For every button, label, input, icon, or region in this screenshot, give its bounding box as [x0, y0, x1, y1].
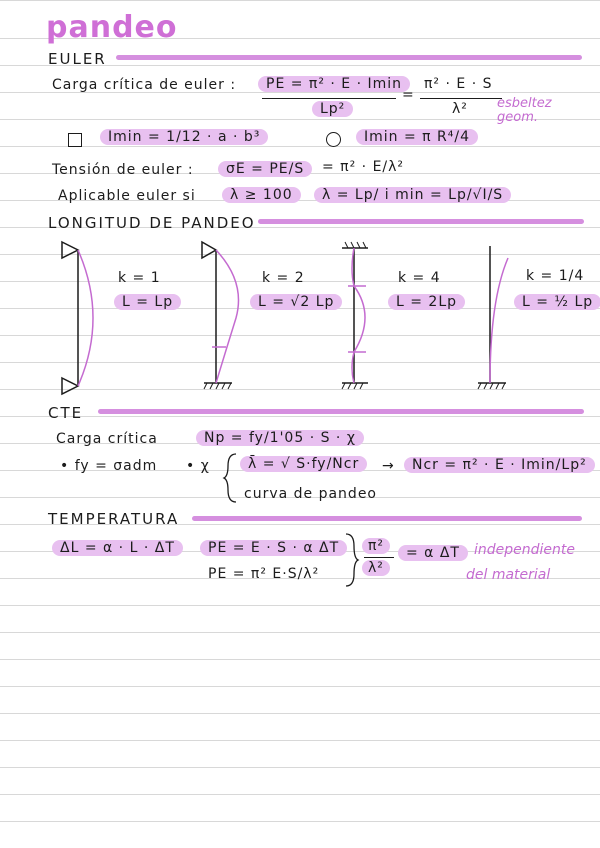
fixed-support-icon [342, 383, 368, 389]
euler-carga-label: Carga crítica de euler : [52, 77, 237, 93]
l-label-1: L = Lp [114, 294, 181, 310]
page-title: pandeo [46, 10, 178, 45]
section-heading-cte: CTE [48, 404, 84, 422]
temp-note-2: del material [466, 567, 551, 583]
temp-equality: = α ΔT [398, 545, 468, 561]
temp-pe-2: PE = π² E·S/λ² [208, 566, 320, 582]
l-label-2: L = √2 Lp [250, 294, 342, 310]
section-rule-temperatura [192, 516, 582, 521]
equals-sign: = [402, 87, 415, 103]
k-label-4: k = 1/4 [526, 268, 585, 284]
cte-carga-label: Carga crítica [56, 431, 158, 447]
column-cantilever [478, 246, 508, 389]
k-label-2: k = 2 [262, 270, 305, 286]
column-fixed-pinned [202, 242, 239, 389]
column-pinned-pinned [62, 242, 93, 394]
pin-support-icon [202, 242, 216, 258]
k-label-3: k = 4 [398, 270, 441, 286]
cte-chi: • χ [186, 458, 210, 474]
temp-pe-1: PE = E · S · α ΔT [200, 540, 347, 556]
tension-rhs: = π² · E/λ² [322, 159, 405, 175]
imin-circle: Imin = π R⁴/4 [356, 129, 478, 145]
k-label-1: k = 1 [118, 270, 161, 286]
fixed-support-icon [342, 242, 368, 248]
pin-support-icon [62, 378, 78, 394]
arrow-right-icon: → [382, 458, 395, 474]
section-heading-longitud: LONGITUD DE PANDEO [48, 214, 256, 232]
euler-pe-denominator: Lp² [312, 101, 353, 117]
l-label-4: L = ½ Lp [514, 294, 600, 310]
fraction-line [364, 557, 394, 558]
buckling-shape [490, 258, 508, 383]
fixed-support-icon [204, 383, 232, 389]
lambda-definition: λ = Lp/ i min = Lp/√I/S [314, 187, 511, 203]
cte-ncr-formula: Ncr = π² · E · Imin/Lp² [404, 457, 595, 473]
euler-pe-numerator: PE = π² · E · Imin [258, 76, 410, 92]
euler-rhs-numerator: π² · E · S [424, 76, 493, 92]
temp-dilatation: ΔL = α · L · ΔT [52, 540, 183, 556]
pin-support-icon [62, 242, 78, 258]
temp-frac-denominator: λ² [362, 560, 390, 576]
section-heading-euler: EULER [48, 50, 107, 68]
section-heading-temperatura: TEMPERATURA [48, 510, 180, 528]
column-fixed-fixed [342, 242, 368, 389]
imin-rectangle: Imin = 1/12 · a · b³ [100, 129, 268, 145]
note-esbeltez: esbeltez geom. [497, 96, 552, 125]
tension-label: Tensión de euler : [52, 162, 194, 178]
aplicable-condition: λ ≥ 100 [222, 187, 301, 203]
cte-fy: • fy = σadm [60, 458, 158, 474]
euler-rhs-denominator: λ² [452, 101, 468, 117]
section-rule-cte [98, 409, 584, 414]
brace-icon [344, 532, 360, 588]
cte-np-formula: Np = fy/1'05 · S · χ [196, 430, 364, 446]
aplicable-label: Aplicable euler si [58, 188, 196, 204]
cte-lambda-bar: λ̄ = √ S·fy/Ncr [240, 456, 367, 472]
temp-note-1: independiente [474, 542, 576, 558]
tension-value: σE = PE/S [218, 161, 312, 177]
fixed-support-icon [478, 383, 506, 389]
buckling-shape [78, 250, 93, 386]
buckling-shape [216, 250, 239, 383]
cte-curva-label: curva de pandeo [244, 486, 377, 502]
brace-icon [222, 452, 242, 504]
temp-frac-numerator: π² [362, 538, 390, 554]
l-label-3: L = 2Lp [388, 294, 465, 310]
